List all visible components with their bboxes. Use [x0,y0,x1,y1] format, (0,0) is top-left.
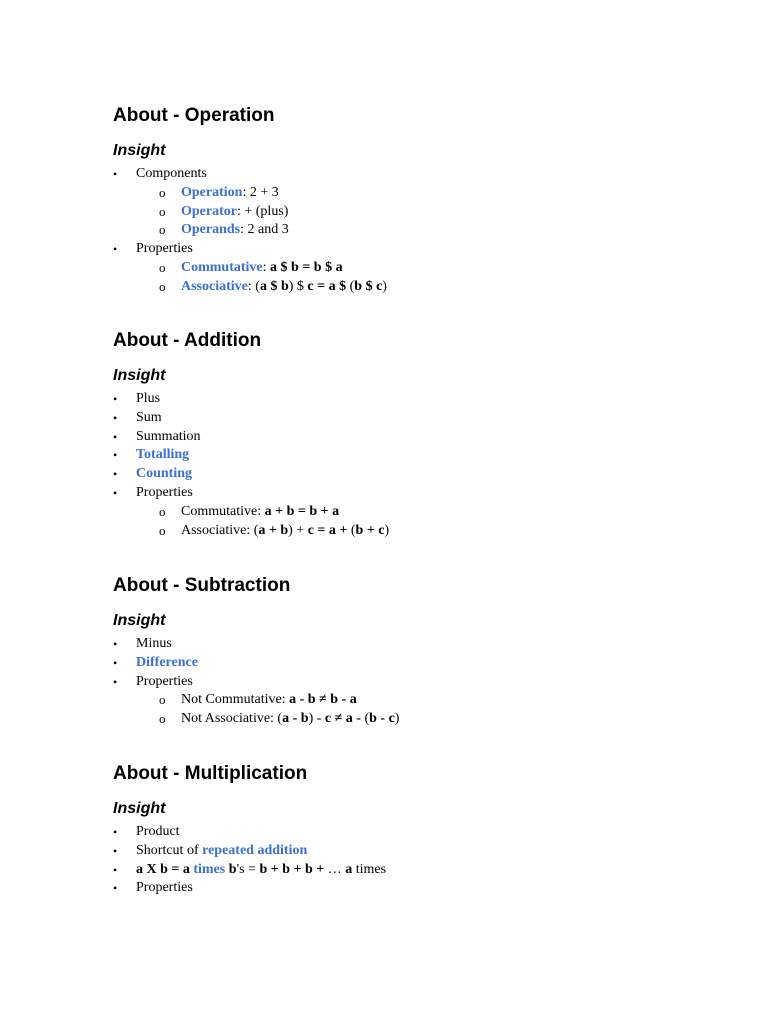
sub-list-item [136,203,733,222]
list-item-text: Properties [136,241,193,257]
formula-text: ) [382,278,387,294]
section-subheading: Insight [113,800,166,817]
list-item-text: Product [136,824,180,839]
sub-list-item [136,710,733,729]
list-item-text: Commutative: [181,503,265,519]
formula-text: ) [394,711,400,727]
list-item-text: Components [136,166,207,181]
formula: c ≠ a - [324,711,365,727]
sub-list-item [136,278,733,297]
section-heading: About - Addition [113,330,262,351]
bullet-list [113,165,733,297]
list-item [113,428,733,447]
circle-bullet-icon: o [159,522,166,538]
totalling-link[interactable]: Totalling [136,447,190,463]
list-item-text: Minus [136,636,172,651]
repeated-addition-link[interactable]: repeated addition [202,842,308,858]
sub-list-item [136,503,733,522]
formula: b + b + b + [259,861,328,877]
operation-link[interactable]: Operation [181,184,243,200]
section-subheading: Insight [113,142,166,159]
counting-link[interactable]: Counting [136,466,193,482]
sub-list [136,503,733,541]
formula-text: … [327,861,346,877]
list-item [113,390,733,409]
section-multiplication [113,761,733,898]
bullet-icon: • [113,825,118,839]
bullet-icon: • [113,392,118,406]
formula-text: 's = [236,861,260,877]
bullet-icon: • [113,655,118,670]
formula-text: ) + [288,522,308,538]
bullet-icon: • [113,674,118,689]
list-item-text: Properties [136,484,193,500]
formula-text: ( [349,278,355,294]
formula: a + b = b + a [264,503,340,519]
circle-bullet-icon: o [159,278,166,294]
sub-list [136,184,733,240]
sub-list-item [136,184,733,203]
section-heading: About - Multiplication [113,763,308,784]
operands-link[interactable]: Operands [181,222,241,238]
list-item-text: Shortcut of [136,842,203,858]
formula: b - c [369,711,395,727]
list-item-text: : 2 + 3 [242,184,279,200]
sub-list-item [136,522,733,541]
list-item [113,842,733,861]
bullet-icon: • [113,485,118,500]
list-item [113,654,733,673]
bullet-list [113,635,733,729]
formula: b $ c [354,278,383,294]
associative-link[interactable]: Associative [181,278,248,294]
formula: c = a $ [307,278,350,294]
list-item-text: Associative: ( [181,522,259,538]
formula: a - b ≠ b - a [289,692,357,708]
circle-bullet-icon: o [159,692,166,708]
circle-bullet-icon: o [159,711,166,727]
list-item-text: : ( [247,278,260,294]
circle-bullet-icon: o [159,203,166,219]
list-item-text: Properties [136,673,193,689]
list-item-text: Plus [136,391,161,406]
bullet-icon: • [113,843,118,858]
bullet-icon: • [113,862,118,877]
section-operation [113,103,733,328]
sub-list-item [136,221,733,240]
list-item [113,240,733,296]
formula: a $ b [259,278,289,294]
formula-text: ( [350,522,356,538]
sub-list [136,259,733,297]
formula: c = a + [307,522,351,538]
list-item-text: : 2 and 3 [240,222,289,238]
bullet-icon: • [113,429,118,444]
circle-bullet-icon: o [159,222,166,238]
section-addition [113,328,733,573]
formula-text: ) [384,522,390,538]
circle-bullet-icon: o [159,503,166,519]
formula: a [345,861,353,877]
sub-list-item [136,691,733,710]
formula: a $ b = b $ a [270,259,343,275]
bullet-icon: • [113,467,118,482]
bullet-icon: • [113,448,118,463]
list-item-text: : + (plus) [236,203,289,219]
list-item-text: Sum [136,409,162,425]
sub-list [136,691,733,729]
list-item-text: Not Commutative: [181,692,290,708]
bullet-icon: • [113,881,118,896]
formula-text: ) $ [288,278,308,294]
bullet-icon: • [113,242,118,257]
commutative-link[interactable]: Commutative [181,259,263,275]
section-subheading: Insight [113,612,166,629]
list-item [113,409,733,428]
list-item-text: Summation [136,428,201,444]
section-subtraction [113,573,733,761]
document-page [113,103,733,898]
list-item [113,484,733,540]
times-link[interactable]: times [193,861,226,877]
formula: b [225,861,237,877]
list-item-text: Properties [136,880,193,896]
formula-text: ) - [308,711,325,727]
bullet-icon: • [113,637,118,651]
list-item [113,861,733,880]
list-item [113,673,733,729]
list-item [113,879,733,898]
bullet-list [113,823,733,898]
list-item [113,635,733,654]
section-subheading: Insight [113,367,166,384]
formula-text: ( [364,711,370,727]
list-item [113,465,733,484]
formula: a X b = a [136,861,194,877]
sub-list-item [136,259,733,278]
list-item-text: : [262,259,271,275]
bullet-list [113,390,733,540]
section-heading: About - Operation [113,105,275,126]
formula: a + b [258,522,289,538]
list-item [113,823,733,842]
formula: a - b [282,711,309,727]
formula: b + c [355,522,385,538]
operator-link[interactable]: Operator [181,203,237,219]
circle-bullet-icon: o [159,184,166,200]
formula-text: times [352,861,387,877]
difference-link[interactable]: Difference [136,654,198,670]
section-heading: About - Subtraction [113,575,291,596]
bullet-icon: • [113,410,118,425]
list-item [113,446,733,465]
circle-bullet-icon: o [159,259,166,275]
list-item-text: Not Associative: ( [181,711,283,727]
list-item [113,165,733,240]
bullet-icon: • [113,167,118,181]
